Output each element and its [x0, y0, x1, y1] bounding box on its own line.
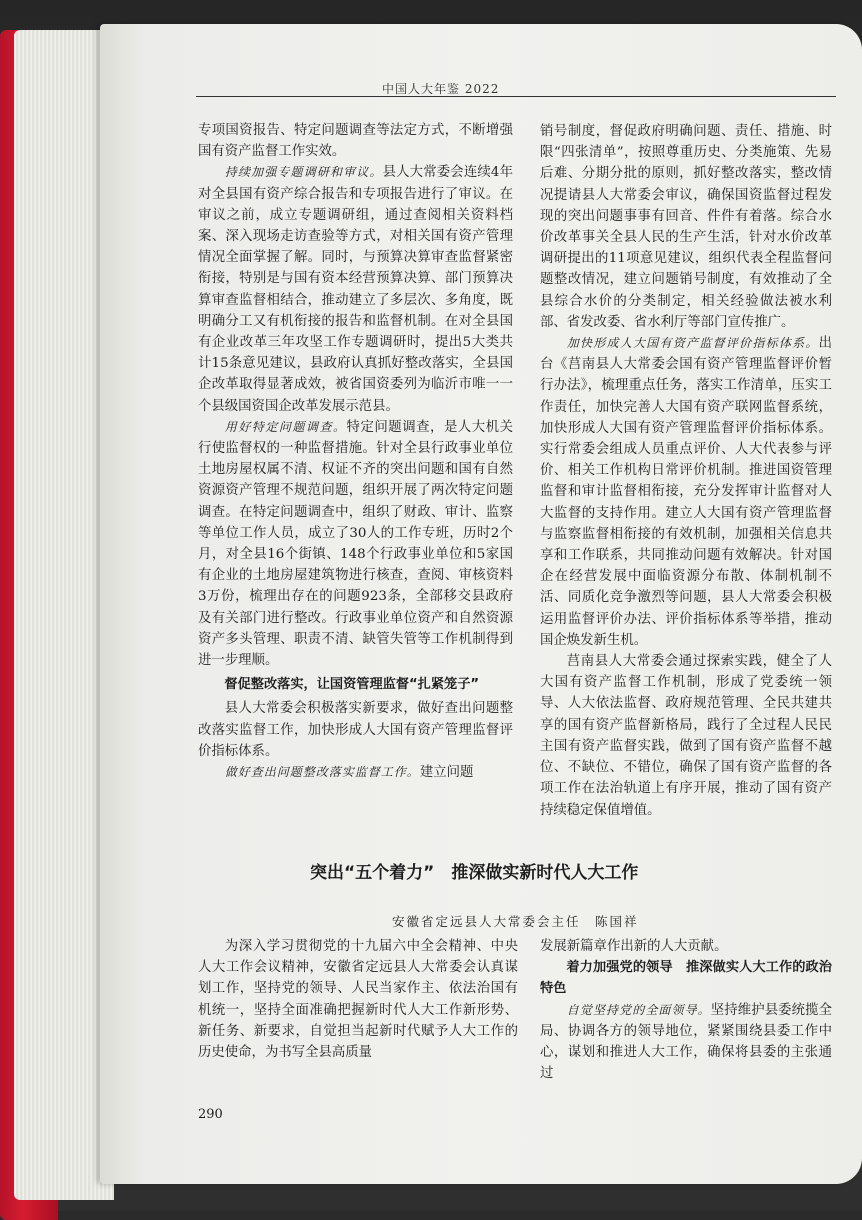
paragraph: 持续加强专题调研和审议。县人大常委会连续4年对全县国有资产综合报告和专项报告进行了审议。在审议之前，成立专题调研组，通过查阅相关资料档案、深入现场走访查验等方式，对相关国有资产管理情况全面掌握了解。同时，与预算决算审查监督紧密衔接，特别是与国有资本经营预算决算、部门预算决算审查监督相结合，推动建立了多层次、多角度，既明确分工又有机衔接的报告和监督机制。在对全县国有企业改革三年攻坚工作专题调研时，提出5大类共计15条意见建议，县政府认真抓好整改落实，全县国企改革取得显著成效，被省国资委列为临沂市唯一一个县级国资国企改革发展示范县。: [198, 165, 513, 414]
paragraph-lead: 加快形成人大国有资产监督评价指标体系。: [566, 336, 819, 351]
paragraph: 莒南县人大常委会通过探索实践，健全了人大国有资产监督工作机制，形成了党委统一领导、人大依法监督、政府规范管理、全民共建共享的国有资产监督新格局，践行了全过程人民民主国有资产监督实践，做到了国有资产监督不越位、不缺位、不错位，确保了国有资产监督的各项工作在法治轨道上有序开展，推动了国有资产持续稳定保值增值。: [540, 654, 832, 818]
article-title: 突出“五个着力” 推深做实新时代人大工作: [310, 863, 639, 883]
paragraph: 专项国资报告、特定问题调查等法定方式，不断增强国有资产监督工作实效。: [198, 123, 513, 160]
paragraph: 加快形成人大国有资产监督评价指标体系。出台《莒南县人大常委会国有资产管理监督评价暂行办法》，梳理重点任务，落实工作清单，压实工作责任，加快完善人大国有资产联网监督系统，加快形成人大国有资产管理监督评价指标体系。实行常委会组成人员重点评价、人大代表参与评价、相关工作机构日常评价机制。推进国资管理监督和审计监督相衔接，充分发挥审计监督对人大监督的支持作用。建立人大国有资产管理监督与监察监督相衔接的有效机制，加强相关信息共享和工作联系，共同推动问题有效解决。针对国企在经营发展中面临资源分布散、体制机制不活、同质化竞争激烈等问题，县人大常委会积极运用监督评价办法、评价指标体系等举措，推动国企焕发新生机。: [540, 336, 832, 648]
paragraph: 销号制度，督促政府明确问题、责任、措施、时限“四张清单”，按照尊重历史、分类施策、先易后难、分期分批的原则，抓好整改落实，整改情况提请县人大常委会审议，确保国资监督过程发现的突出问题事事有回音、件件有着落。综合水价改革事关全县人民的生产生活，针对水价改革调研提出的11项意见建议，组织代表全程监督问题整改情况，建立问题销号制度，有效推动了全县综合水价的分类制定，相关经验做法被水利部、省发改委、省水利厅等部门宣传推广。: [540, 124, 832, 330]
article-right-column: [540, 936, 832, 1084]
paragraph: 自觉坚持党的全面领导。坚持维护县委统揽全局、协调各方的领导地位，紧紧围绕县委工作中心，谋划和推进人大工作，确保将县委的主张通过: [540, 1002, 833, 1082]
paragraph-lead: 自觉坚持党的全面领导。: [566, 1002, 711, 1017]
section-heading: 督促整改落实，让国资管理监督“扎紧笼子”: [224, 677, 480, 693]
paragraph-lead: 做好查出问题整改落实监督工作。: [224, 765, 420, 780]
running-head: 中国人大年鉴 2022: [382, 82, 500, 96]
header-rule: [196, 96, 836, 97]
paragraph: 为深入学习贯彻党的十九届六中全会精神、中央人大工作会议精神，安徽省定远县人大常委会认真谋划工作，坚持党的领导、人民当家作主、依法治国有机统一，坚持全面准确把握新时代人大工作新形势、新任务、新要求，自觉担当起新时代赋予人大工作的历史使命，为书写全县高质量: [198, 939, 518, 1061]
paragraph-lead: 用好特定问题调查。: [224, 419, 347, 434]
article-byline: 安徽省定远县人大常委会主任 陈国祥: [392, 914, 639, 929]
section-heading: 着力加强党的领导 推深做实人大工作的政治特色: [540, 960, 832, 997]
page-number: 290: [198, 1107, 223, 1122]
paragraph-lead: 持续加强专题调研和审议。: [224, 165, 383, 180]
paragraph: 用好特定问题调查。特定问题调查，是人大机关行使监督权的一种监督措施。针对全县行政事业单位土地房屋权属不清、权证不齐的突出问题和国有自然资源资产管理不规范问题，组织开展了两次特定问题调查。在特定问题调查中，组织了财政、审计、监察等单位工作人员，成立了30人的工作专班，历时2个月，对全县16个街镇、148个行政事业单位和5家国有企业的土地房屋建筑物进行核查，查阅、审核资料3万份，梳理出存在的问题923条，全部移交县政府及有关部门进行整改。行政事业单位资产和自然资源资产多头管理、职责不清、缺管失管等工作机制得到进一步理顺。: [198, 419, 513, 669]
page-edges: [14, 30, 114, 1200]
left-column: [198, 120, 513, 783]
paragraph: 县人大常委会积极落实新要求，做好查出问题整改落实监督工作，加快形成人大国有资产管理监督评价指标体系。: [198, 701, 513, 759]
paragraph: 发展新篇章作出新的人大贡献。: [540, 939, 728, 954]
paragraph: 做好查出问题整改落实监督工作。建立问题: [224, 765, 474, 781]
right-column: [540, 121, 832, 821]
article-left-column: [198, 936, 518, 1063]
